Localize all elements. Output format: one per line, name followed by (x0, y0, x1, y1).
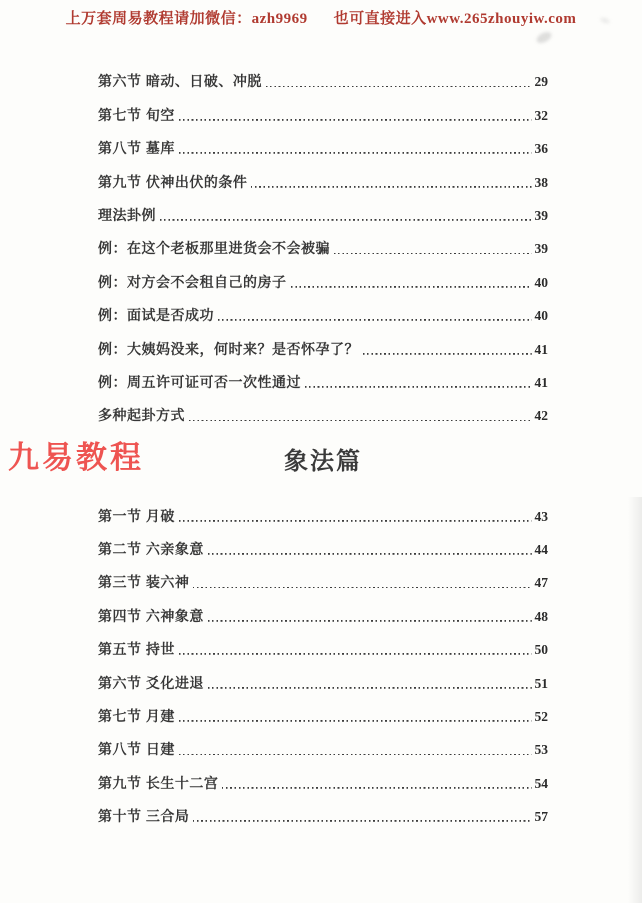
table-of-contents (98, 58, 548, 826)
toc-row (98, 58, 548, 91)
toc-row (98, 759, 548, 792)
toc-row (98, 258, 548, 291)
dot-leader (179, 652, 532, 655)
dot-leader (222, 786, 531, 789)
toc-row (98, 526, 548, 559)
toc-page-number: 57 (534, 809, 548, 825)
toc-row (98, 559, 548, 592)
toc-page-number: 40 (534, 308, 548, 324)
toc-page-number: 41 (534, 374, 548, 390)
section-heading: 象法篇 (284, 448, 362, 476)
toc-entry-label: 第五节 持世 (98, 641, 175, 658)
red-watermark-stamp: 九易教程 (8, 440, 144, 475)
dot-leader (266, 84, 532, 87)
toc-page-number: 41 (534, 341, 548, 357)
toc-entry-label: 第三节 装六神 (98, 574, 190, 591)
dot-leader (193, 819, 531, 822)
scan-edge-shadow (628, 497, 642, 903)
toc-entry-label: 第八节 日建 (98, 741, 175, 758)
toc-row (98, 125, 548, 158)
promo-header (0, 7, 642, 28)
toc-row (98, 726, 548, 759)
toc-page-number: 42 (534, 408, 548, 424)
toc-page-number: 47 (534, 575, 548, 591)
toc-row (98, 192, 548, 225)
dot-leader (160, 218, 532, 221)
toc-entry-label: 第六节 暗动、日破、冲脱 (98, 73, 262, 90)
dot-leader (305, 385, 532, 388)
dot-leader (251, 185, 531, 188)
toc-page-number: 38 (534, 174, 548, 190)
toc-entry-label: 第九节 伏神出伏的条件 (98, 173, 248, 190)
dot-leader (208, 552, 532, 555)
toc-row (98, 325, 548, 358)
dot-leader (179, 519, 532, 522)
promo-header-wechat: 上万套周易教程请加微信：azh9969 (65, 11, 308, 27)
toc-page-number: 54 (534, 775, 548, 791)
dot-leader (218, 318, 532, 321)
toc-page-number: 32 (534, 107, 548, 123)
toc-page-number: 39 (534, 241, 548, 257)
toc-row (98, 225, 548, 258)
toc-page-number: 51 (534, 675, 548, 691)
toc-entry-label: 第六节 爻化进退 (98, 674, 204, 691)
toc-row (98, 693, 548, 726)
toc-page-number: 36 (534, 141, 548, 157)
toc-entry-label: 第十节 三合局 (98, 808, 190, 825)
toc-entry-label: 第八节 墓库 (98, 140, 175, 157)
toc-row (98, 793, 548, 826)
toc-page-number: 52 (534, 709, 548, 725)
promo-header-url: 也可直接进入www.265zhouyiw.com (333, 11, 577, 27)
toc-row (98, 392, 548, 425)
toc-page-number: 40 (534, 274, 548, 290)
dot-leader (208, 686, 532, 689)
toc-row (98, 492, 548, 525)
toc-entry-label: 第九节 长生十二宫 (98, 774, 219, 791)
toc-page-number: 48 (534, 608, 548, 624)
toc-page-number: 39 (534, 207, 548, 223)
toc-entry-label: 例：对方会不会租自己的房子 (98, 273, 287, 290)
dot-leader (179, 752, 532, 755)
toc-row (98, 592, 548, 625)
toc-page-number: 29 (534, 74, 548, 90)
toc-entry-label: 理法卦例 (98, 206, 156, 223)
dot-leader (179, 118, 532, 121)
toc-entry-label: 例：在这个老板那里进货会不会被骗 (98, 240, 330, 257)
scan-smudge-artifact (535, 30, 553, 45)
dot-leader (208, 619, 532, 622)
toc-row (98, 659, 548, 692)
toc-row (98, 158, 548, 191)
toc-entry-label: 例：面试是否成功 (98, 307, 214, 324)
dot-leader (363, 352, 532, 355)
toc-entry-label: 第二节 六亲象意 (98, 541, 204, 558)
dot-leader (291, 285, 532, 288)
toc-entry-label: 例：大姨妈没来，何时来？是否怀孕了？ (98, 340, 359, 357)
toc-page-number: 44 (534, 542, 548, 558)
toc-page-number: 50 (534, 642, 548, 658)
toc-entry-label: 多种起卦方式 (98, 407, 185, 424)
toc-row (98, 626, 548, 659)
toc-page-number: 53 (534, 742, 548, 758)
toc-entry-label: 例：周五许可证可否一次性通过 (98, 373, 301, 390)
dot-leader (193, 585, 531, 588)
toc-page-number: 43 (534, 508, 548, 524)
dot-leader (179, 719, 532, 722)
toc-entry-label: 第一节 月破 (98, 507, 175, 524)
toc-row (98, 292, 548, 325)
toc-row (98, 91, 548, 124)
toc-entry-label: 第四节 六神象意 (98, 607, 204, 624)
toc-row (98, 359, 548, 392)
toc-entry-label: 第七节 月建 (98, 708, 175, 725)
dot-leader (334, 251, 532, 254)
dot-leader (189, 418, 532, 421)
toc-entry-label: 第七节 旬空 (98, 106, 175, 123)
dot-leader (179, 151, 532, 154)
